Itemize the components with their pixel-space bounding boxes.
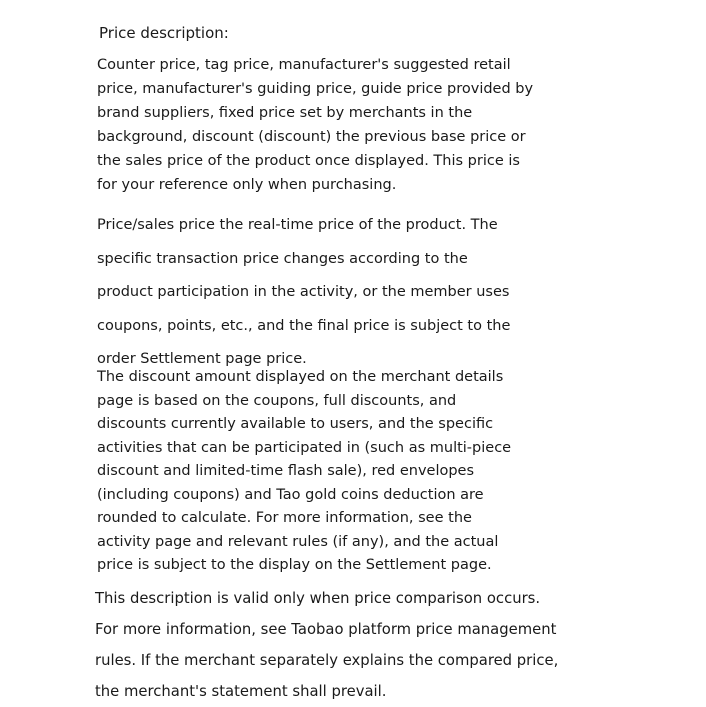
realtime-price-paragraph bbox=[97, 209, 510, 377]
paragraph-line: page is based on the coupons, full discounts, and bbox=[97, 392, 457, 409]
paragraph-line: Counter price, tag price, manufacturer's suggested retail bbox=[97, 57, 511, 73]
paragraph-line: activity page and relevant rules (if any), and the actual bbox=[97, 533, 499, 550]
paragraph-line: order Settlement page price. bbox=[97, 351, 307, 367]
paragraph-line: (including coupons) and Tao gold coins deduction are bbox=[97, 486, 484, 503]
paragraph-line: price is subject to the display on the Settlement page. bbox=[97, 557, 492, 573]
paragraph-line: For more information, see Taobao platform price management bbox=[95, 621, 557, 638]
paragraph-line: rounded to calculate. For more information, see the bbox=[97, 510, 472, 526]
paragraph-line: The discount amount displayed on the merchant details bbox=[97, 369, 504, 385]
paragraph-line: price, manufacturer's guiding price, guide price provided by bbox=[97, 81, 534, 97]
paragraph-line: coupons, points, etc., and the final price is subject to the bbox=[97, 317, 511, 334]
paragraph-line: Price/sales price the real-time price of the product. The bbox=[97, 217, 498, 233]
paragraph-line: discounts currently available to users, and the specific bbox=[97, 416, 494, 432]
paragraph-line: activities that can be participated in (such as multi-piece bbox=[97, 439, 512, 456]
paragraph-line: discount and limited-time flash sale), red envelopes bbox=[97, 463, 475, 479]
reference-price-paragraph bbox=[97, 53, 533, 197]
paragraph-line: product participation in the activity, or the member uses bbox=[97, 284, 510, 300]
paragraph-line: This description is valid only when price comparison occurs. bbox=[95, 590, 541, 607]
paragraph-line: the merchant's statement shall prevail. bbox=[95, 683, 387, 700]
paragraph-line: for your reference only when purchasing. bbox=[97, 177, 397, 193]
document-heading: Price description: bbox=[99, 24, 229, 42]
paragraph-line: brand suppliers, fixed price set by merchants in the bbox=[97, 105, 473, 121]
discount-amount-paragraph bbox=[97, 366, 511, 578]
paragraph-line: the sales price of the product once displayed. This price is bbox=[97, 153, 520, 169]
paragraph-line: rules. If the merchant separately explains the compared price, bbox=[95, 652, 559, 669]
paragraph-line: specific transaction price changes according to the bbox=[97, 250, 468, 267]
validity-note-paragraph bbox=[95, 583, 558, 707]
paragraph-line: background, discount (discount) the previous base price or bbox=[97, 129, 526, 145]
